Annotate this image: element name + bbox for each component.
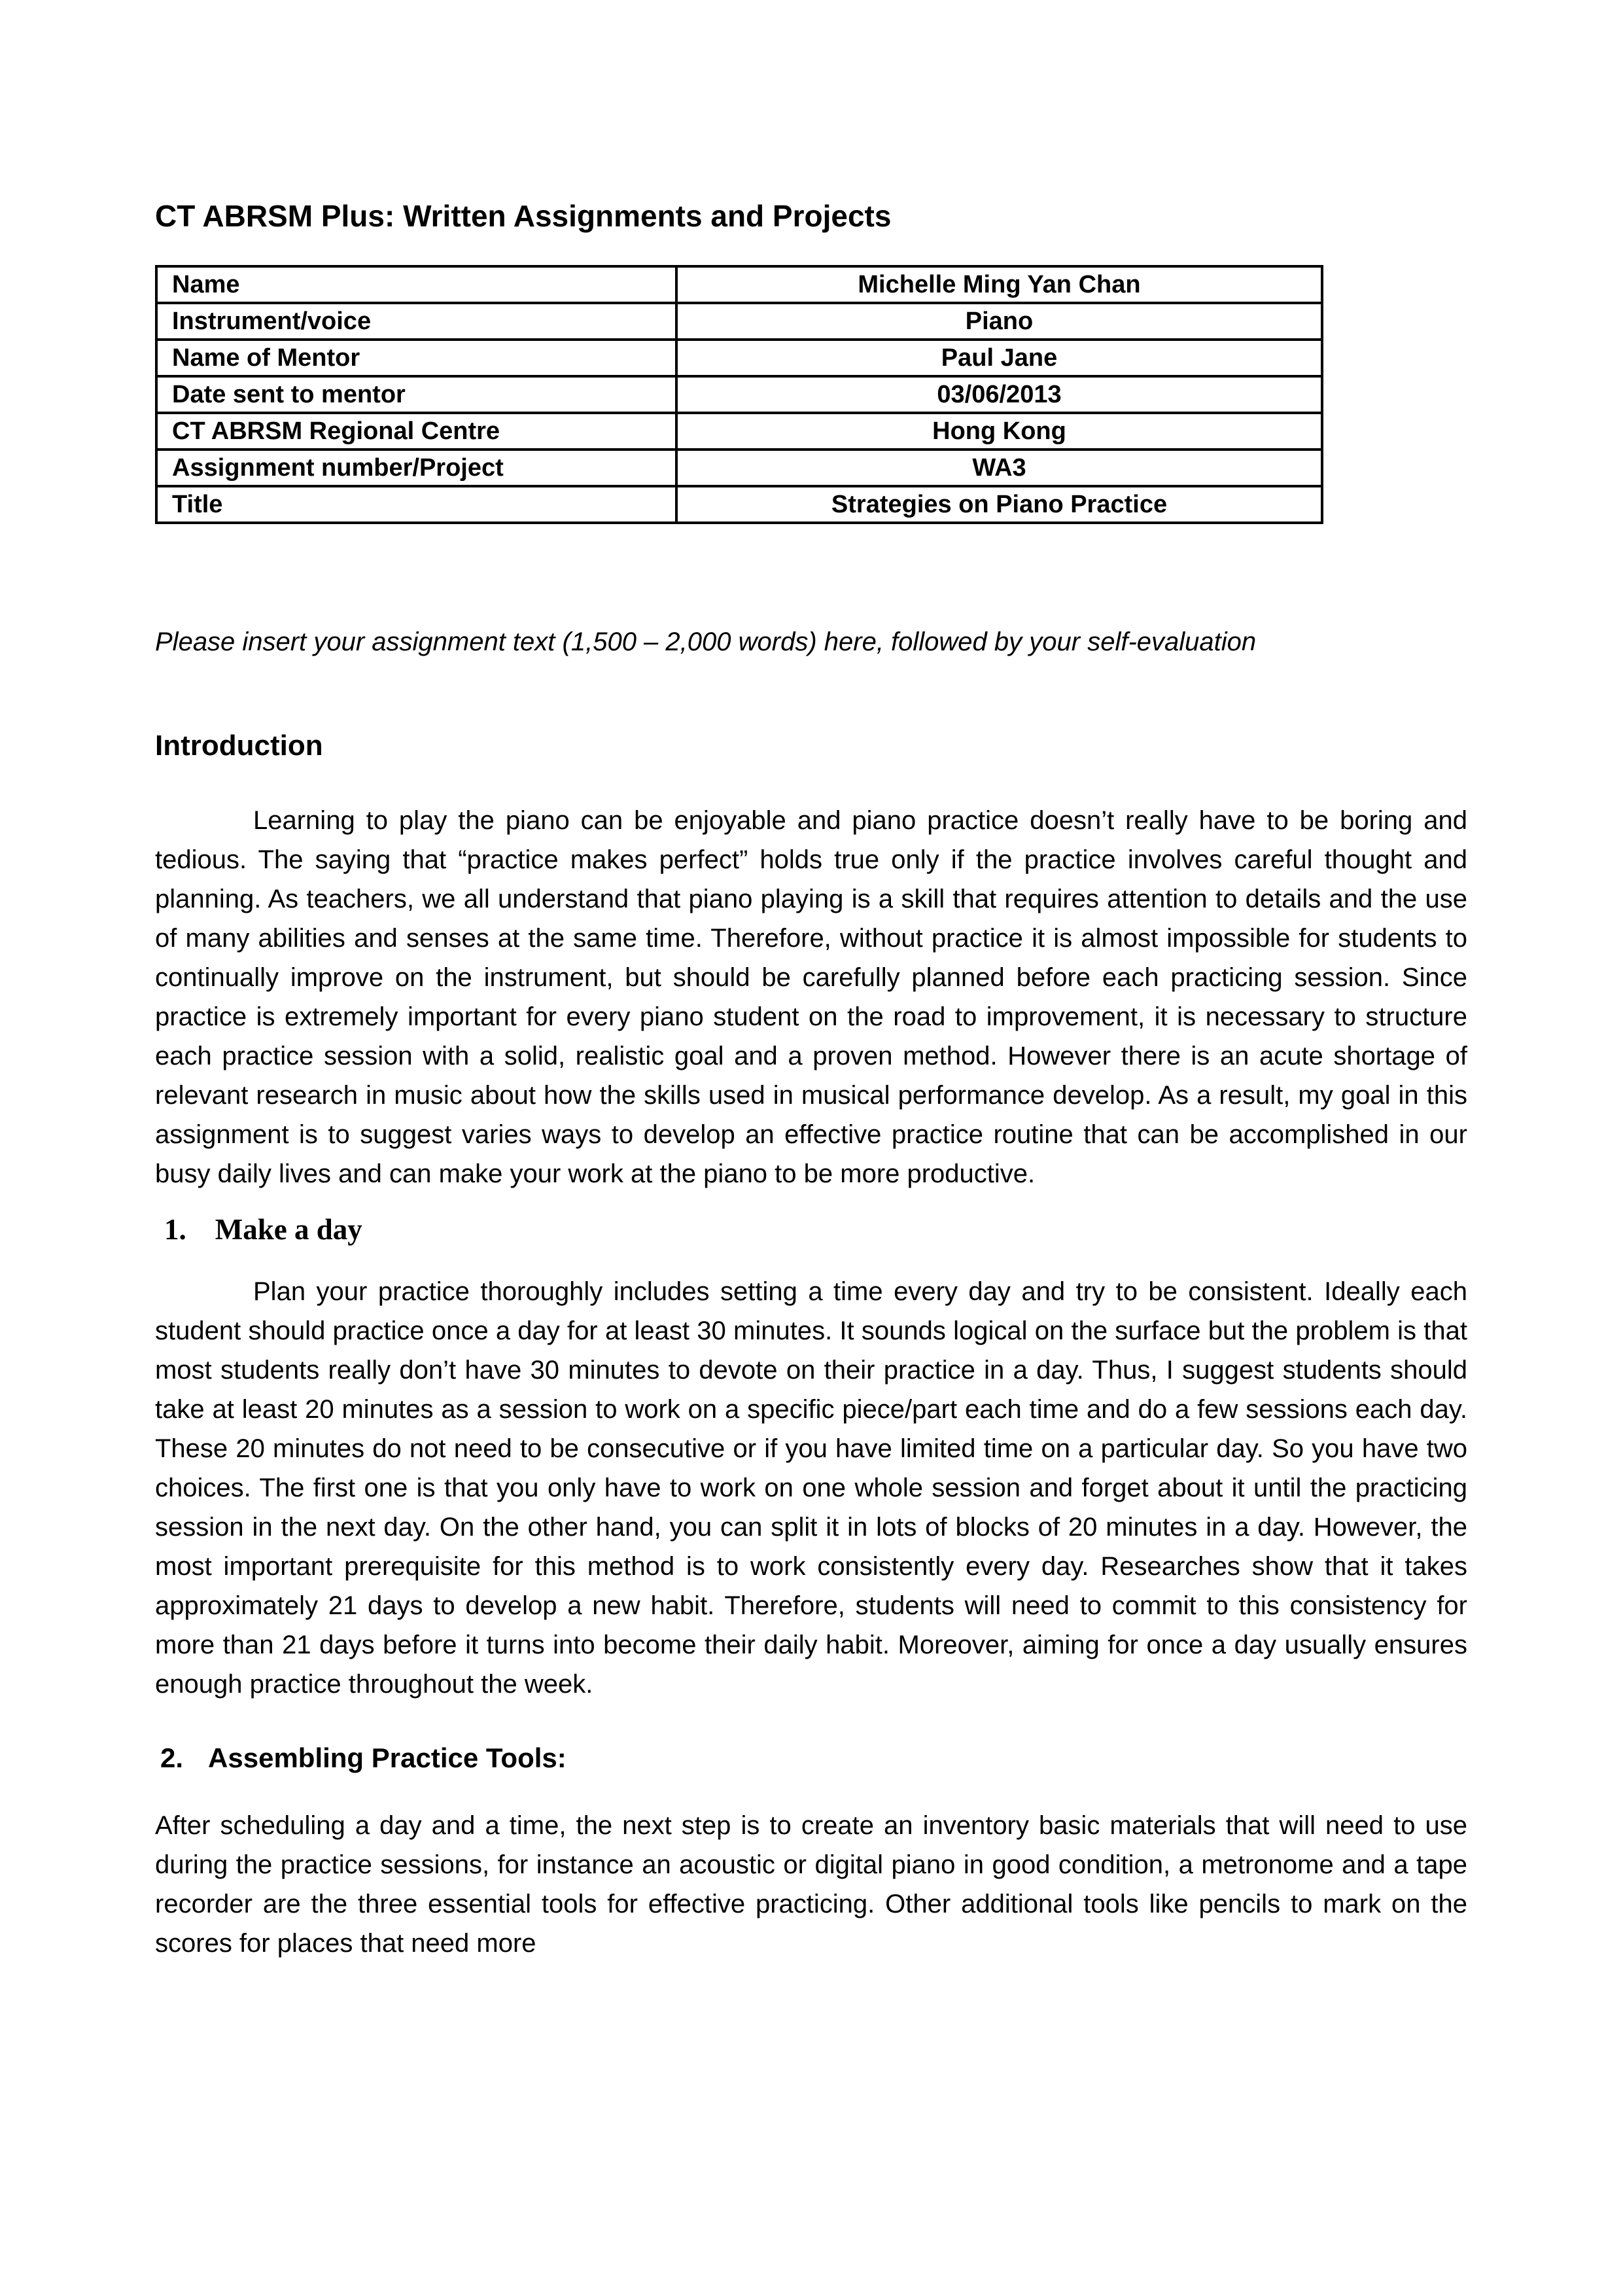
table-row bbox=[156, 266, 1322, 303]
info-value-centre: Hong Kong bbox=[676, 413, 1322, 450]
table-row bbox=[156, 450, 1322, 486]
table-row bbox=[156, 340, 1322, 376]
info-value-assignment-number: WA3 bbox=[676, 450, 1322, 486]
heading-number: 1. bbox=[164, 1213, 186, 1246]
info-value-mentor: Paul Jane bbox=[676, 340, 1322, 376]
info-value-date: 03/06/2013 bbox=[676, 376, 1322, 413]
info-label-centre: CT ABRSM Regional Centre bbox=[156, 413, 676, 450]
info-label-date: Date sent to mentor bbox=[156, 376, 676, 413]
heading-number: 2. bbox=[160, 1742, 184, 1773]
info-value-title: Strategies on Piano Practice bbox=[676, 486, 1322, 523]
paragraph-make-a-day: Plan your practice thoroughly includes setting a time every day and try to be consistent. Ideally each student should practice once a day for at least 30 minutes. It sounds logical on the surface but the problem is that most students really don’t have 30 minutes to devote on their practice in a day. Thus, I suggest students should take at least 20 minutes as a session to work on a specific piece/part each time and do a few sessions each day. These 20 minutes do not need to be consecutive or if you have limited time on a particular day. So you have two choices. The first one is that you only have to work on one whole session and forget about it until the practicing session in the next day. On the other hand, you can split it in lots of blocks of 20 minutes in a day. However, the most important prerequisite for this method is to work consistently every day. Researches show that it takes approximately 21 days to develop a new habit. Therefore, students will need to commit to this consistency for more than 21 days before it turns into become their daily habit. Moreover, aiming for once a day usually ensures enough practice throughout the week. bbox=[155, 1277, 1467, 1699]
info-value-name: Michelle Ming Yan Chan bbox=[676, 266, 1322, 303]
section-heading-introduction: Introduction bbox=[155, 730, 323, 762]
info-label-mentor: Name of Mentor bbox=[156, 340, 676, 376]
info-label-title: Title bbox=[156, 486, 676, 523]
info-label-instrument: Instrument/voice bbox=[156, 303, 676, 340]
info-label-assignment-number: Assignment number/Project bbox=[156, 450, 676, 486]
section-heading-assembling-practice-tools bbox=[155, 1742, 1467, 1775]
table-row bbox=[156, 486, 1322, 523]
heading-text: Make a day bbox=[215, 1213, 362, 1246]
heading-text: Assembling Practice Tools: bbox=[208, 1742, 567, 1773]
paragraph-introduction: Learning to play the piano can be enjoyable and piano practice doesn’t really have to be boring and tedious. The saying that “practice makes perfect” holds true only if the practice involves careful thought and planning. As teachers, we all understand that piano playing is a skill that requires attention to details and the use of many abilities and senses at the same time. Therefore, without practice it is almost impossible for students to continually improve on the instrument, but should be carefully planned before each practicing session. Since practice is extremely important for every piano student on the road to improvement, it is necessary to structure each practice session with a solid, realistic goal and a proven method. However there is an acute shortage of relevant research in music about how the skills used in musical performance develop. As a result, my goal in this assignment is to suggest varies ways to develop an effective practice routine that can be accomplished in our busy daily lives and can make your work at the piano to be more productive. bbox=[155, 806, 1467, 1188]
table-row bbox=[156, 376, 1322, 413]
table-row bbox=[156, 303, 1322, 340]
paragraph-assembling-practice-tools: After scheduling a day and a time, the next step is to create an inventory basic materials that will need to use during the practice sessions, for instance an acoustic or digital piano in good condition, a metronome and a tape recorder are the three essential tools for effective practicing. Other additional tools like pencils to mark on the scores for places that need more bbox=[155, 1811, 1467, 1958]
document-title: CT ABRSM Plus: Written Assignments and Projects bbox=[155, 199, 892, 233]
info-value-instrument: Piano bbox=[676, 303, 1322, 340]
section-heading-make-a-day bbox=[155, 1213, 1467, 1246]
assignment-info-table bbox=[155, 265, 1323, 524]
table-row bbox=[156, 413, 1322, 450]
instruction-note: Please insert your assignment text (1,500 – 2,000 words) here, followed by your self-evaluation bbox=[155, 627, 1257, 656]
info-label-name: Name bbox=[156, 266, 676, 303]
